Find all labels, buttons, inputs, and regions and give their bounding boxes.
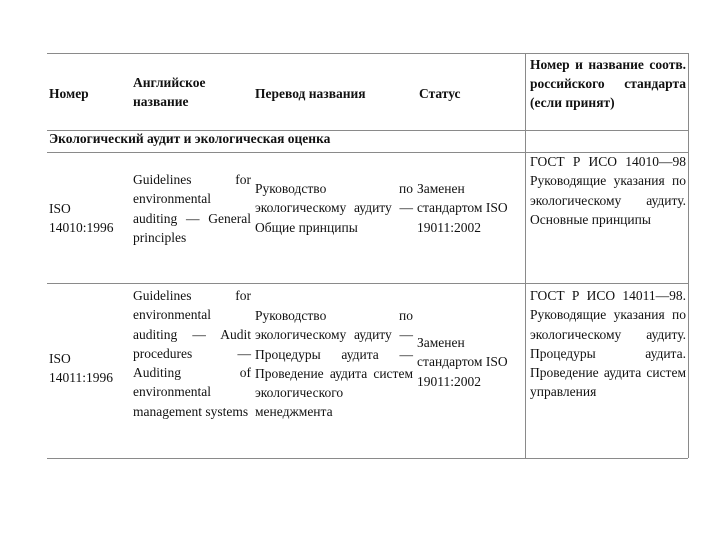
header-english-name: Английское название: [133, 75, 206, 109]
column-divider: [525, 53, 526, 458]
header-status: Статус: [419, 86, 461, 101]
header-number: Номер: [49, 86, 89, 101]
header-translation: Перевод названия: [255, 86, 366, 101]
table-top-border: [47, 53, 688, 54]
row1-number: ISO 14010:1996: [49, 201, 114, 236]
table-bottom-border: [47, 458, 688, 459]
row2-english-name: Guidelines for environmental auditing — Audit procedures — Auditing of environmental management systems: [133, 288, 251, 419]
row1-russian-standard: ГОСТ Р ИСО 14010—98 Руководящие указания по экологическому аудиту. Основные принципы: [530, 154, 686, 227]
row1-english-name: Guidelines for environmental auditing — General principles: [133, 172, 251, 245]
row2-translation: Руководство по экологическому аудиту — Процедуры аудита — Проведение аудита систем экологического менеджмента: [255, 308, 413, 420]
header-russian-standard: Номер и название соотв. российского стандарта (если принят): [530, 57, 686, 110]
row1-bottom-rule: [47, 283, 688, 284]
row1-status: Заменен стандартом ISO 19011:2002: [417, 181, 508, 235]
row2-russian-standard: ГОСТ Р ИСО 14011—98. Руководящие указания по экологическому аудиту. Процедуры аудита. Проведение аудита систем управления: [530, 288, 686, 400]
row1-translation: Руководство по экологическому аудиту — Общие принципы: [255, 181, 413, 235]
row2-number: ISO 14011:1996: [49, 351, 113, 386]
table-right-border: [688, 53, 689, 458]
section-title: Экологический аудит и экологическая оценка: [49, 131, 331, 146]
row2-status: Заменен стандартом ISO 19011:2002: [417, 335, 508, 389]
